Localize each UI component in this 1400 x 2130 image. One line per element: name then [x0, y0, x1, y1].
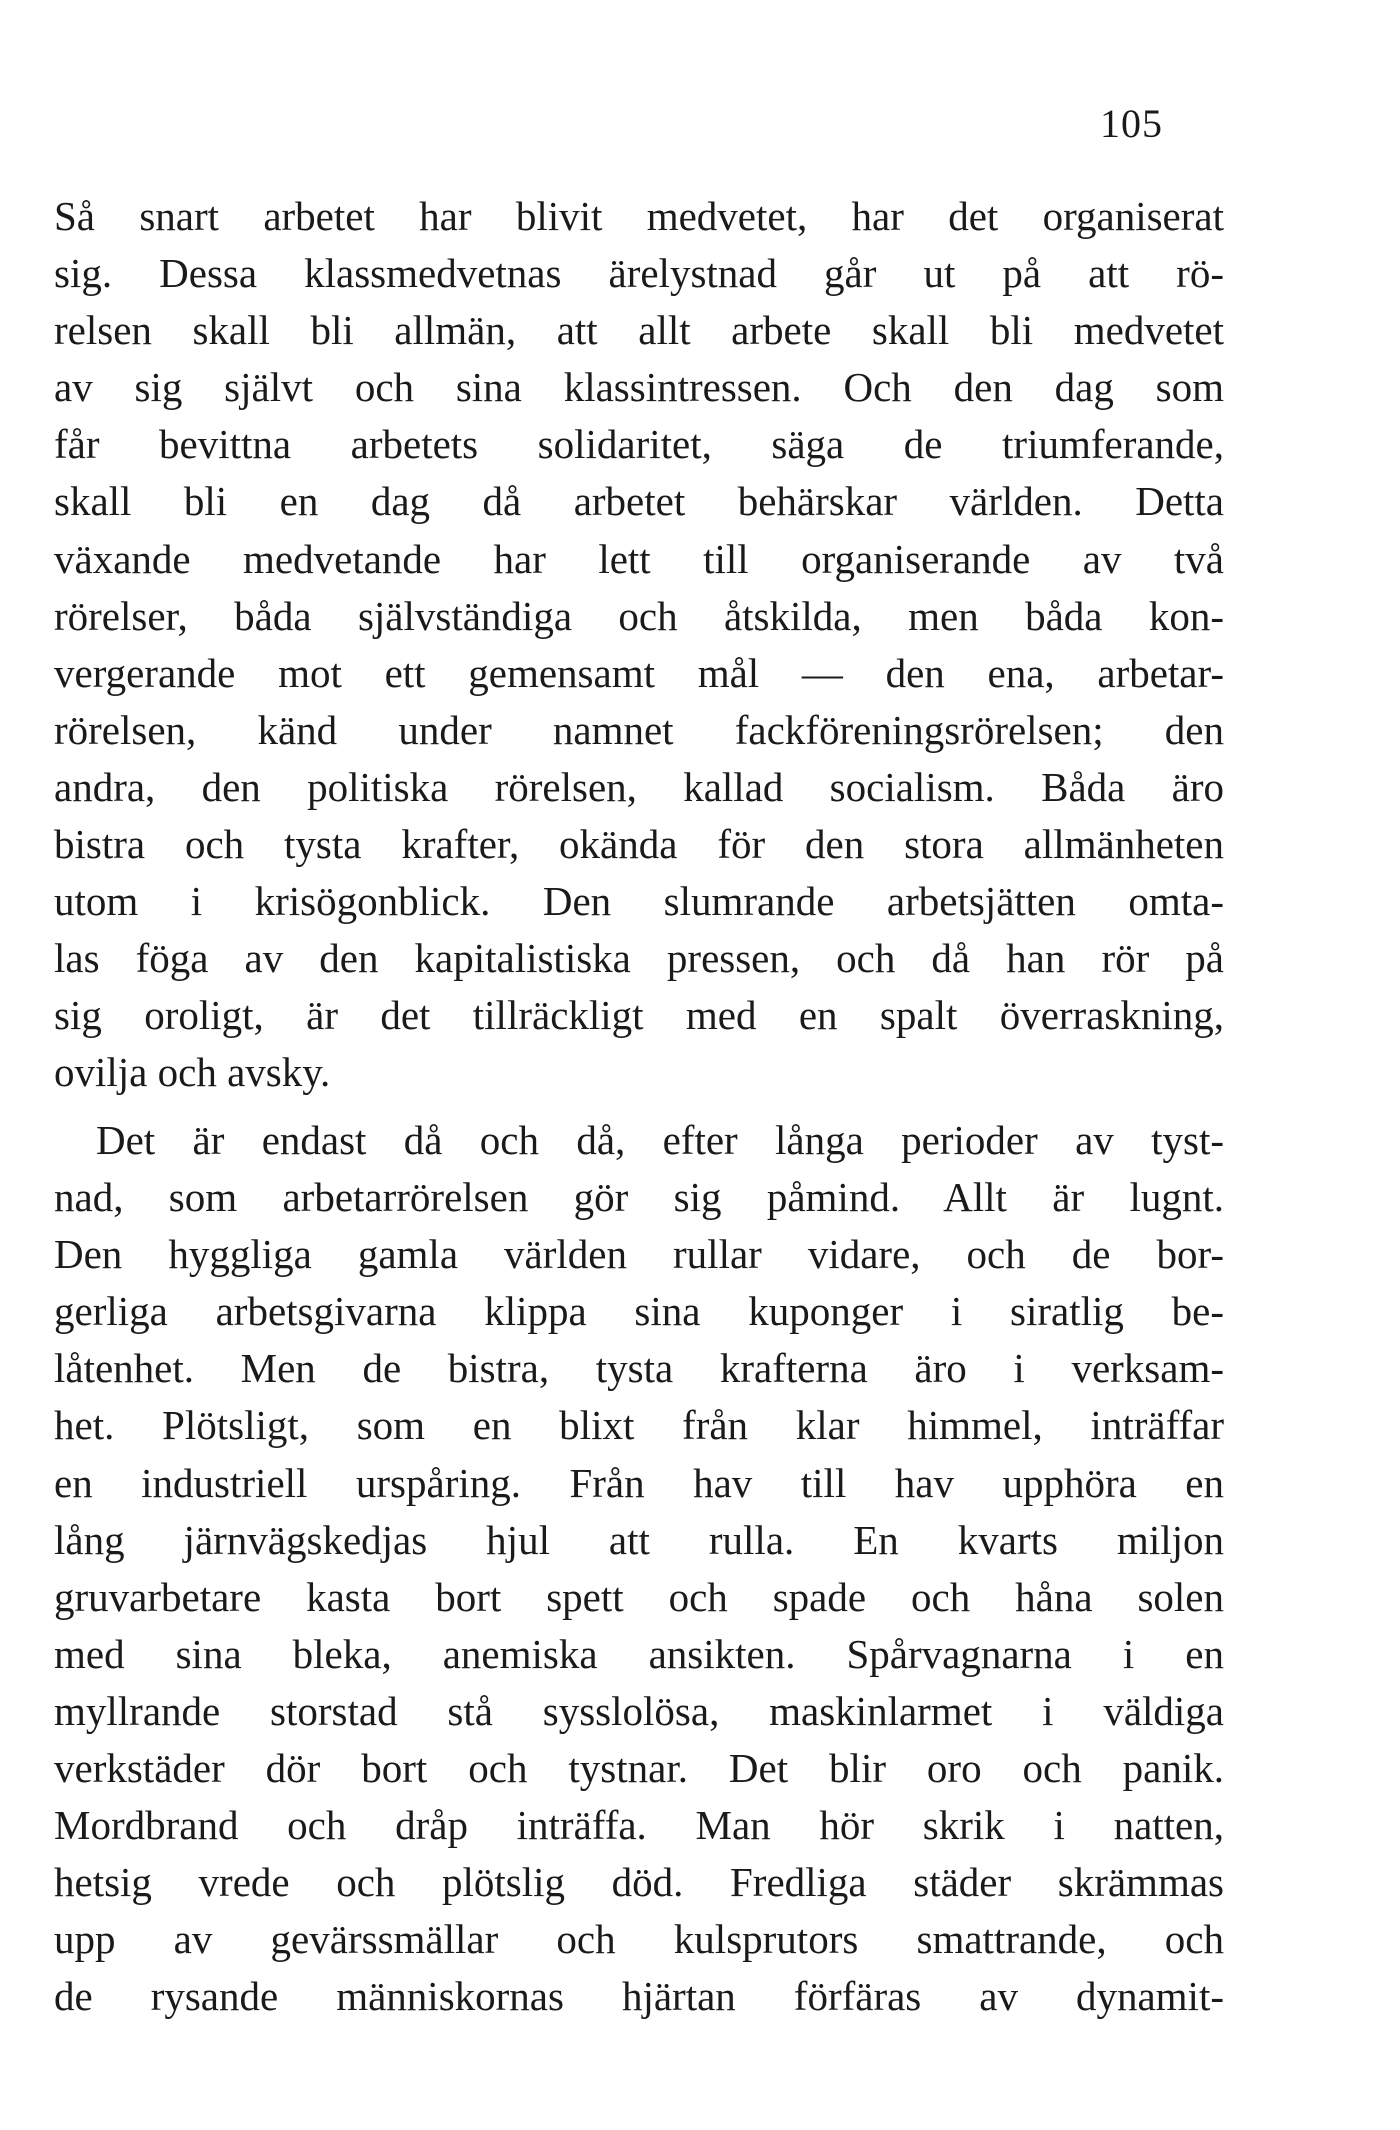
text-line: andra, den politiska rörelsen, kallad socialism. Båda äro	[54, 763, 1224, 810]
text-line: gerliga arbetsgivarna klippa sina kuponger i siratlig be-	[54, 1288, 1224, 1335]
text-line: Mordbrand och dråp inträffa. Man hör skrik i natten,	[54, 1802, 1224, 1849]
text-line: sig. Dessa klassmedvetnas ärelystnad går ut på att rö-	[54, 250, 1224, 297]
text-line: hetsig vrede och plötslig död. Fredliga städer skrämmas	[54, 1859, 1224, 1906]
text-line: skall bli en dag då arbetet behärskar världen. Detta	[54, 478, 1224, 525]
text-line: las föga av den kapitalistiska pressen, och då han rör på	[54, 935, 1224, 982]
text-line: ovilja och avsky.	[54, 1049, 331, 1096]
text-line: Så snart arbetet har blivit medvetet, har det organiserat	[54, 193, 1224, 239]
text-line: en industriell urspåring. Från hav till hav upphöra en	[54, 1459, 1224, 1506]
text-line: nad, som arbetarrörelsen gör sig påmind. Allt är lugnt.	[54, 1174, 1224, 1221]
text-line: rörelsen, känd under namnet fackföreningsrörelsen; den	[54, 706, 1224, 753]
text-line: myllrande storstad stå sysslolösa, maskinlarmet i väldiga	[54, 1687, 1224, 1734]
text-line: upp av gevärssmällar och kulsprutors smattrande, och	[54, 1916, 1224, 1963]
page-number: 105	[1100, 101, 1163, 146]
text-line: växande medvetande har lett till organiserande av två	[54, 535, 1224, 582]
text-line: gruvarbetare kasta bort spett och spade och håna solen	[54, 1573, 1224, 1620]
text-line: bistra och tysta krafter, okända för den stora allmänheten	[54, 821, 1224, 868]
text-line: Den hyggliga gamla världen rullar vidare, och de bor-	[54, 1231, 1224, 1278]
text-line: lång järnvägskedjas hjul att rulla. En kvarts miljon	[54, 1516, 1224, 1563]
text-line: vergerande mot ett gemensamt mål — den ena, arbetar-	[54, 649, 1224, 696]
text-line: utom i krisögonblick. Den slumrande arbetsjätten omta-	[54, 878, 1224, 925]
text-line: av sig självt och sina klassintressen. Och den dag som	[54, 364, 1224, 411]
paragraph-1	[54, 188, 1224, 1102]
text-line: de rysande människornas hjärtan förfäras av dynamit-	[54, 1973, 1224, 2020]
text-line: rörelser, båda självständiga och åtskilda, men båda kon-	[54, 592, 1224, 639]
text-line: relsen skall bli allmän, att allt arbete skall bli medvetet	[54, 307, 1224, 354]
text-line: het. Plötsligt, som en blixt från klar himmel, inträffar	[54, 1402, 1224, 1449]
text-line: verkstäder dör bort och tystnar. Det blir oro och panik.	[54, 1745, 1224, 1792]
text-line: med sina bleka, anemiska ansikten. Spårvagnarna i en	[54, 1630, 1224, 1677]
text-line: låtenhet. Men de bistra, tysta krafterna äro i verksam-	[54, 1345, 1224, 1392]
text-line: Det är endast då och då, efter långa perioder av tyst-	[96, 1117, 1224, 1163]
text-line: får bevittna arbetets solidaritet, säga de triumferande,	[54, 421, 1224, 468]
paragraph-2	[54, 1112, 1224, 2026]
text-line: sig oroligt, är det tillräckligt med en spalt överraskning,	[54, 992, 1224, 1039]
